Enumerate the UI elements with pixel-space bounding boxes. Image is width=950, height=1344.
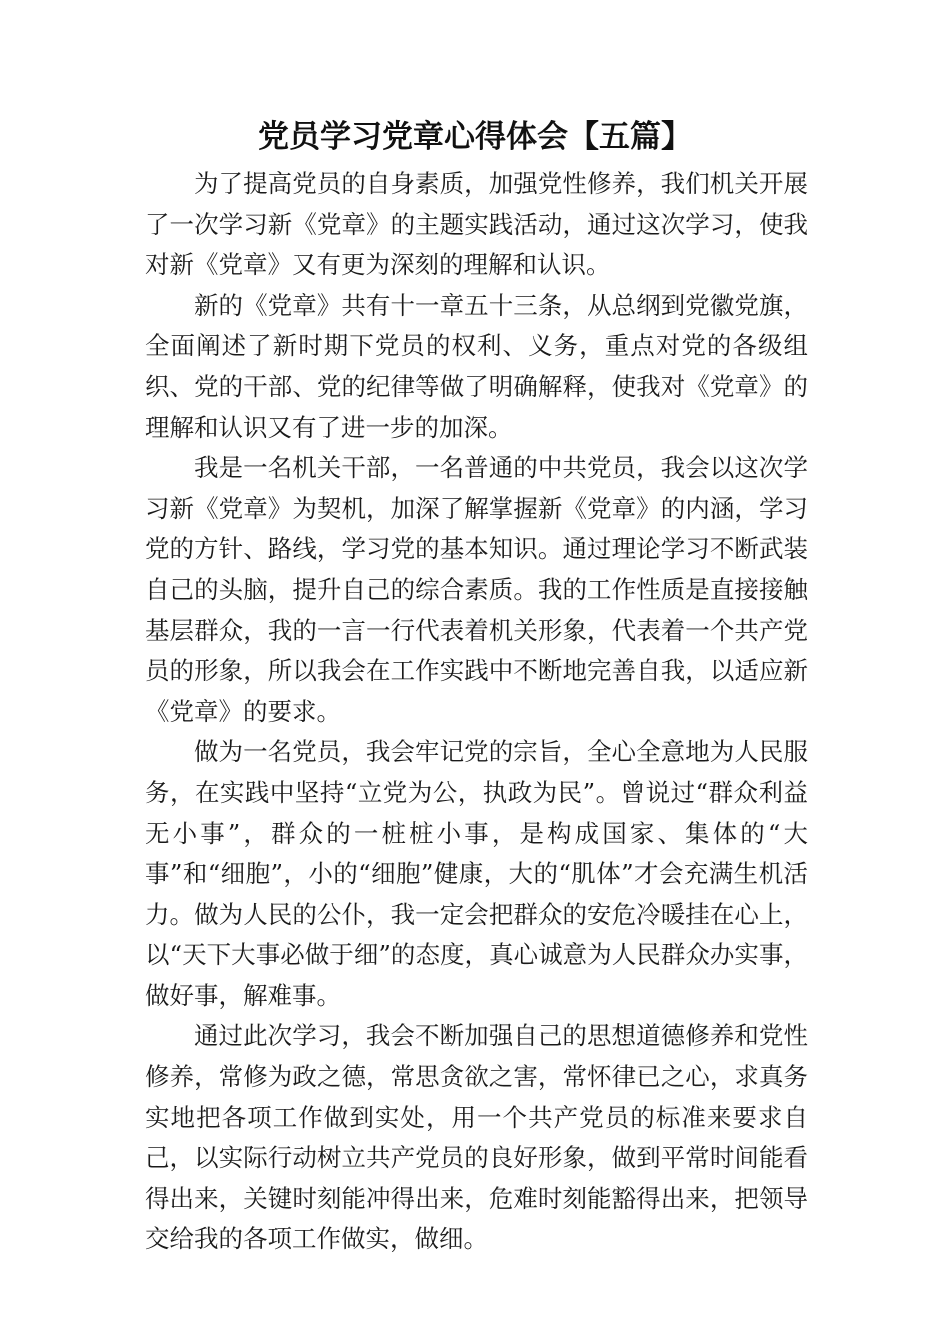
paragraph: 通过此次学习，我会不断加强自己的思想道德修养和党性修养，常修为政之德，常思贪欲之害，常怀律已之心，求真务实地把各项工作做到实处，用一个共产党员的标准来要求自己，以实际行动树立共产党员的良好形象，做到平常时间能看得出来，关键时刻能冲得出来，危难时刻能豁得出来，把领导交给我的各项工作做实，做细。 (145, 1021, 808, 1254)
paragraph: 新的《党章》共有十一章五十三条，从总纲到党徽党旗，全面阐述了新时期下党员的权利、义务，重点对党的各级组织、党的干部、党的纪律等做了明确解释，使我对《党章》的理解和认识又有了进一步的加深。 (145, 290, 808, 442)
paragraph: 为了提高党员的自身素质，加强党性修养，我们机关开展了一次学习新《党章》的主题实践活动，通过这次学习，使我对新《党章》又有更为深刻的理解和认识。 (145, 169, 808, 280)
document-title: 党员学习党章心得体会【五篇】 (258, 119, 692, 155)
paragraph: 我是一名机关干部，一名普通的中共党员，我会以这次学习新《党章》为契机，加深了解掌握新《党章》的内涵，学习党的方针、路线，学习党的基本知识。通过理论学习不断武装自己的头脑，提升自己的综合素质。我的工作性质是直接接触基层群众，我的一言一行代表着机关形象，代表着一个共产党员的形象，所以我会在工作实践中不断地完善自我，以适应新《党章》的要求。 (145, 453, 808, 726)
paragraph: 做为一名党员，我会牢记党的宗旨，全心全意地为人民服务，在实践中坚持“立党为公，执政为民”。曾说过“群众利益无小事”，群众的一桩桩小事，是构成国家、集体的“大事”和“细胞”，小的“细胞”健康，大的“肌体”才会充满生机活力。做为人民的公仆，我一定会把群众的安危冷暖挂在心上，以“天下大事必做于细”的态度，真心诚意为人民群众办实事，做好事，解难事。 (145, 737, 808, 1010)
document-body (145, 164, 808, 1260)
